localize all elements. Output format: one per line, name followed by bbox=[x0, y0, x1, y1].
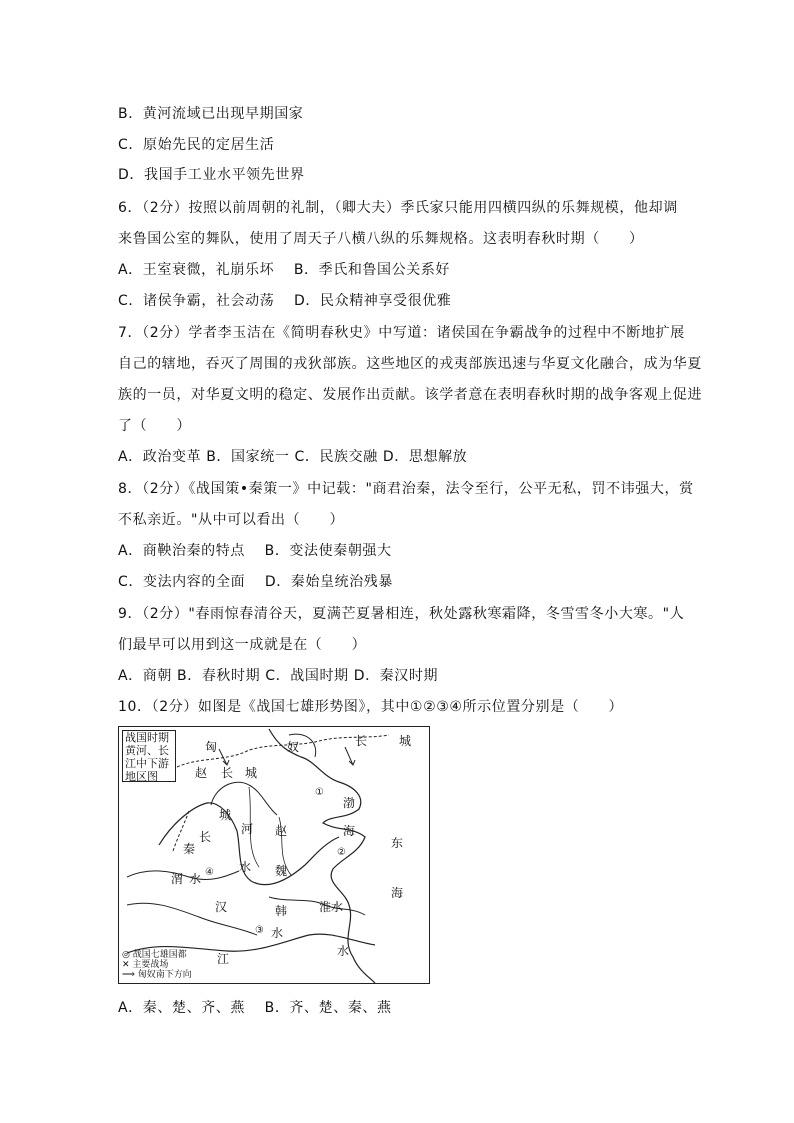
map-marker-1: ① bbox=[315, 787, 324, 798]
map-title-line3: 江中下游 bbox=[125, 757, 169, 770]
q6-stem-line1: 6．（2分）按照以前周朝的礼制，（卿大夫）季氏家只能用四横四纵的乐舞规模，他却调 bbox=[118, 200, 678, 216]
q5-option-d: D．我国手工业水平领先世界 bbox=[118, 167, 305, 183]
map-title-line1: 战国时期 bbox=[125, 731, 169, 744]
map-label-dong: 东 bbox=[391, 836, 404, 850]
q7-stem-line4: 了（ ） bbox=[118, 418, 191, 434]
map-title-box bbox=[122, 730, 176, 782]
q10-options: A．秦、楚、齐、燕 B．齐、楚、秦、燕 bbox=[118, 1000, 392, 1016]
q6-options-2: C．诸侯争霸，社会动荡 D．民众精神享受很优雅 bbox=[118, 293, 452, 309]
map-title-line4: 地区图 bbox=[125, 770, 158, 783]
map-label-weishui-shui: 水 bbox=[189, 872, 202, 886]
map-label-qin: 秦 bbox=[183, 842, 196, 856]
map-label-cheng2: 城 bbox=[245, 766, 258, 780]
q9-stem-line1: 9．（2分）"春雨惊春清谷天，夏满芒夏暑相连，秋处露秋寒霜降，冬雪雪冬小大寒。"人 bbox=[118, 606, 685, 622]
q9-stem-line2: 们最早可以用到这一成就是在（ ） bbox=[118, 637, 367, 653]
map-label-chang: 长 bbox=[355, 734, 368, 748]
q6-stem-line2: 来鲁国公室的舞队，使用了周天子八横八纵的乐舞规格。这表明春秋时期（ ） bbox=[118, 231, 644, 247]
map-label-hann: 韩 bbox=[275, 904, 288, 918]
map-label-hai: 海 bbox=[343, 824, 356, 838]
map-label-weishui-wei: 渭 bbox=[171, 872, 184, 886]
map-marker-3: ③ bbox=[255, 925, 264, 936]
q6-options-1: A．王室衰微，礼崩乐坏 B．季氏和鲁国公关系好 bbox=[118, 262, 451, 278]
legend-capital: ◎ 战国七雄国都 bbox=[122, 950, 187, 960]
map-label-xiong: 匈 bbox=[205, 740, 218, 754]
q7-stem-line1: 7．（2分）学者李玉洁在《简明春秋史》中写道：诸侯国在争霸战争的过程中不断地扩展 bbox=[118, 325, 685, 341]
map-label-cheng3: 城 bbox=[219, 808, 232, 822]
q7-stem-line2: 自己的辖地，吞灭了周围的戎狄部族。这些地区的戎夷部族迅速与华夏文化融合，成为华夏 bbox=[118, 356, 702, 372]
q8-stem-line2: 不私亲近。"从中可以看出（ ） bbox=[118, 512, 345, 528]
legend-battlefield: ✕ 主要战场 bbox=[122, 960, 169, 970]
q5-option-c: C．原始先民的定居生活 bbox=[118, 137, 275, 153]
q7-options: A．政治变革 B．国家统一 C．民族交融 D．思想解放 bbox=[118, 449, 468, 465]
map-label-huaishui: 淮水 bbox=[319, 900, 344, 914]
map-title-line2: 黄河、长 bbox=[125, 744, 169, 757]
legend-xiongnu-direction: ⟹ 匈奴南下方向 bbox=[122, 970, 192, 980]
q8-options-1: A．商鞅治秦的特点 B．变法使秦朝强大 bbox=[118, 543, 392, 559]
map-label-zhao2: 赵 bbox=[275, 824, 288, 838]
map-label-shui2: 水 bbox=[271, 926, 284, 940]
map-label-wei: 魏 bbox=[275, 864, 288, 878]
map-label-chang2: 长 bbox=[221, 766, 234, 780]
map-legend bbox=[122, 950, 192, 980]
q9-options: A．商朝 B．春秋时期 C．战国时期 D．秦汉时期 bbox=[118, 668, 439, 684]
map-label-shui: 水 bbox=[239, 860, 252, 874]
map-label-zhao1: 赵 bbox=[195, 766, 208, 780]
q8-options-2: C．变法内容的全面 D．秦始皇统治残暴 bbox=[118, 574, 394, 590]
map-label-chang3: 长 bbox=[199, 830, 212, 844]
q7-stem-line3: 族的一员，对华夏文明的稳定、发展作出贡献。该学者意在表明春秋时期的战争客观上促进 bbox=[118, 387, 702, 403]
map-label-han: 汉 bbox=[215, 900, 228, 914]
warring-states-map bbox=[118, 726, 430, 984]
q8-stem-line1: 8．（2分）《战国策•秦策一》中记载："商君治秦，法令至行，公平无私，罚不讳强大，赏 bbox=[118, 481, 694, 497]
map-marker-2: ② bbox=[337, 847, 346, 858]
map-label-shui3: 水 bbox=[337, 944, 350, 958]
map-label-nu: 奴 bbox=[287, 740, 300, 754]
q5-option-b: B．黄河流域已出现早期国家 bbox=[118, 106, 304, 122]
map-marker-4: ④ bbox=[205, 867, 214, 878]
map-label-he: 河 bbox=[241, 822, 254, 836]
map-label-bo: 渤 bbox=[343, 796, 356, 810]
map-label-cheng: 城 bbox=[399, 734, 412, 748]
map-label-jiang: 江 bbox=[217, 952, 230, 966]
q10-stem: 10．（2分）如图是《战国七雄形势图》，其中①②③④所示位置分别是（ ） bbox=[118, 699, 624, 715]
map-label-hai2: 海 bbox=[391, 886, 404, 900]
